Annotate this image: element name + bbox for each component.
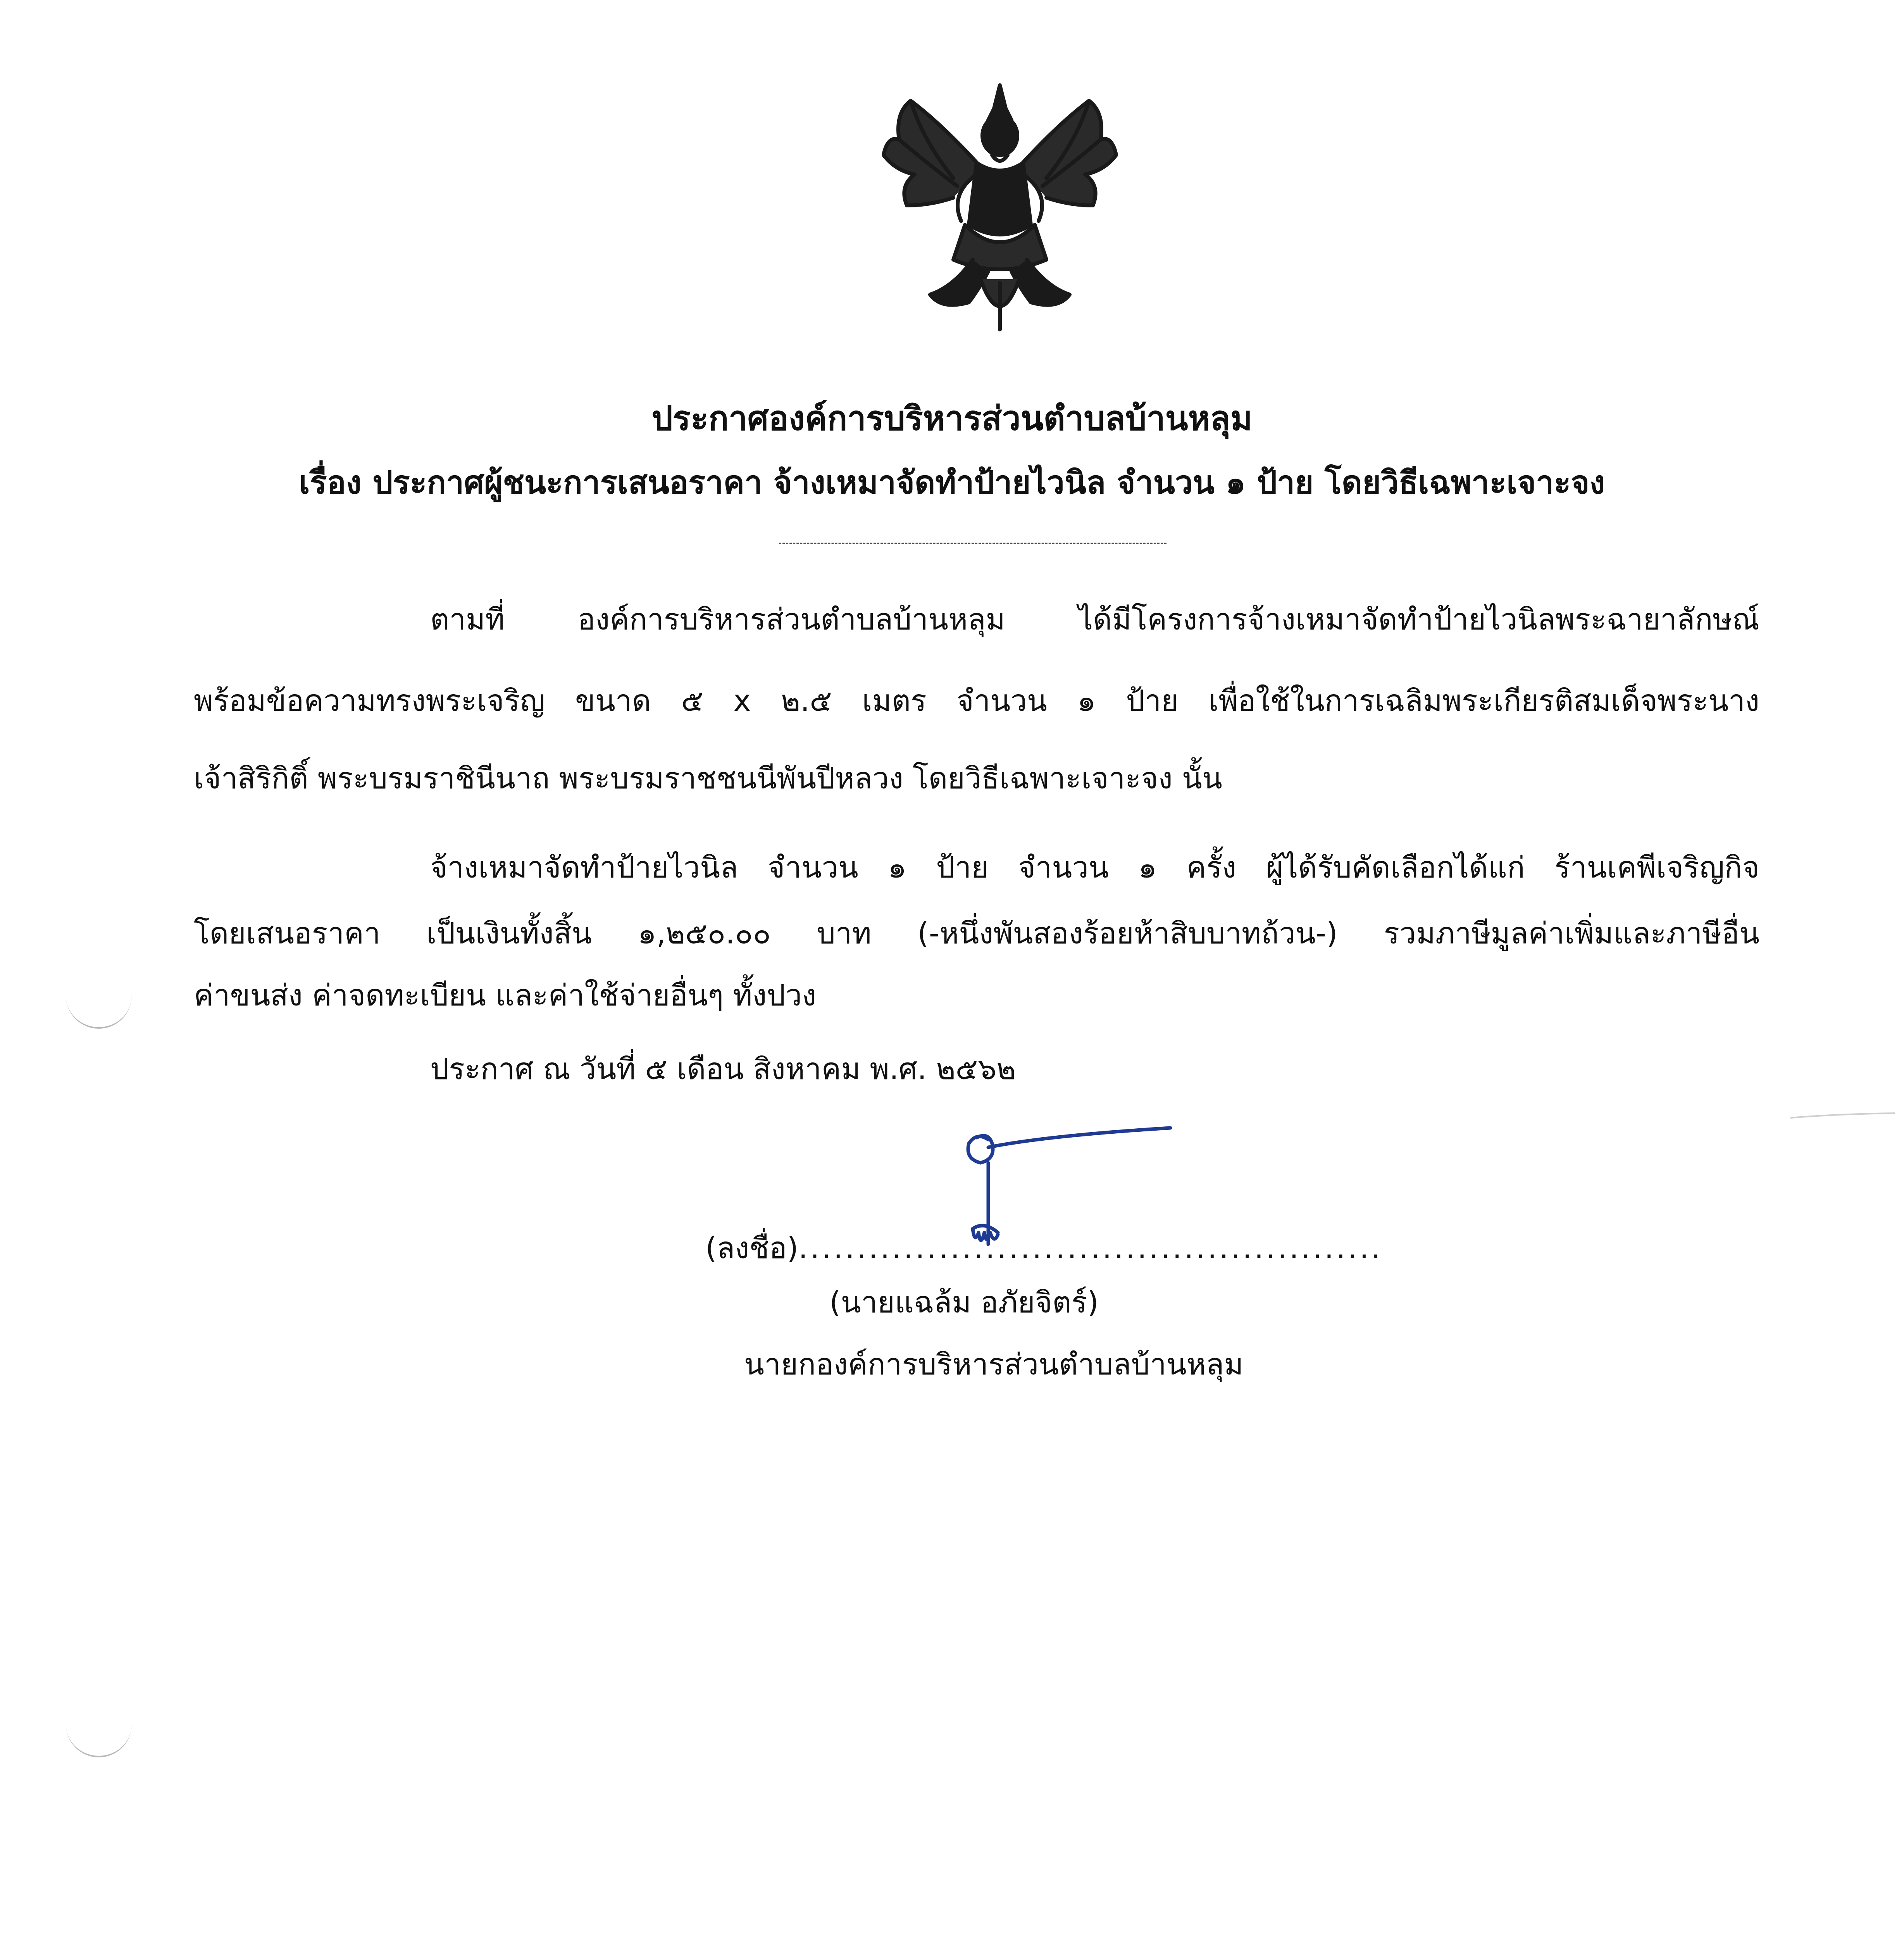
paragraph2-line2: โดยเสนอราคา เป็นเงินทั้งสิ้น ๑,๒๕๐.๐๐ บาท (-หนึ่งพันสองร้อยห้าสิบบาทถ้วน-) รวมภาษีมูลค่าเพิ่มและภาษีอื่น — [194, 916, 1759, 950]
signer-name: (นายแฉล้ม อภัยจิตร์) — [829, 1285, 1099, 1319]
garuda-emblem-icon — [864, 78, 1136, 341]
document-subject: เรื่อง ประกาศผู้ชนะการเสนอราคา จ้างเหมาจัดทำป้ายไวนิล จำนวน ๑ ป้าย โดยวิธีเฉพาะเจาะจง — [299, 464, 1605, 501]
paragraph2-line3: ค่าขนส่ง ค่าจดทะเบียน และค่าใช้จ่ายอื่นๆ ทั้งปวง — [194, 978, 817, 1012]
announce-date: ประกาศ ณ วันที่ ๕ เดือน สิงหาคม พ.ศ. ๒๕๖๒ — [430, 1052, 1016, 1086]
signature-dots: .................................................. — [798, 1231, 1383, 1265]
punch-hole-mark — [66, 1721, 132, 1757]
paragraph2-line1: จ้างเหมาจัดทำป้ายไวนิล จำนวน ๑ ป้าย จำนวน ๑ ครั้ง ผู้ได้รับคัดเลือกได้แก่ ร้านเคพีเจริญกิจ — [430, 850, 1759, 885]
document-title: ประกาศองค์การบริหารส่วนตำบลบ้านหลุม — [651, 399, 1253, 438]
signature-label: (ลงชื่อ) — [705, 1231, 799, 1265]
scan-artifact-mark — [1790, 1112, 1895, 1120]
paragraph1-line1: ตามที่ องค์การบริหารส่วนตำบลบ้านหลุม ได้มีโครงการจ้างเหมาจัดทำป้ายไวนิลพระฉายาลักษณ์ — [430, 602, 1759, 636]
signer-position: นายกองค์การบริหารส่วนตำบลบ้านหลุม — [744, 1347, 1244, 1381]
punch-hole-mark — [66, 992, 132, 1029]
title-divider — [779, 543, 1167, 544]
paragraph1-line3: เจ้าสิริกิติ์ พระบรมราชินีนาถ พระบรมราชชนนีพันปีหลวง โดยวิธีเฉพาะเจาะจง นั้น — [194, 761, 1222, 795]
signature-line — [705, 1225, 1383, 1271]
paragraph1-line2: พร้อมข้อความทรงพระเจริญ ขนาด ๕ x ๒.๕ เมตร จำนวน ๑ ป้าย เพื่อใช้ในการเฉลิมพระเกียรติสมเด็จพระนาง — [194, 683, 1759, 718]
